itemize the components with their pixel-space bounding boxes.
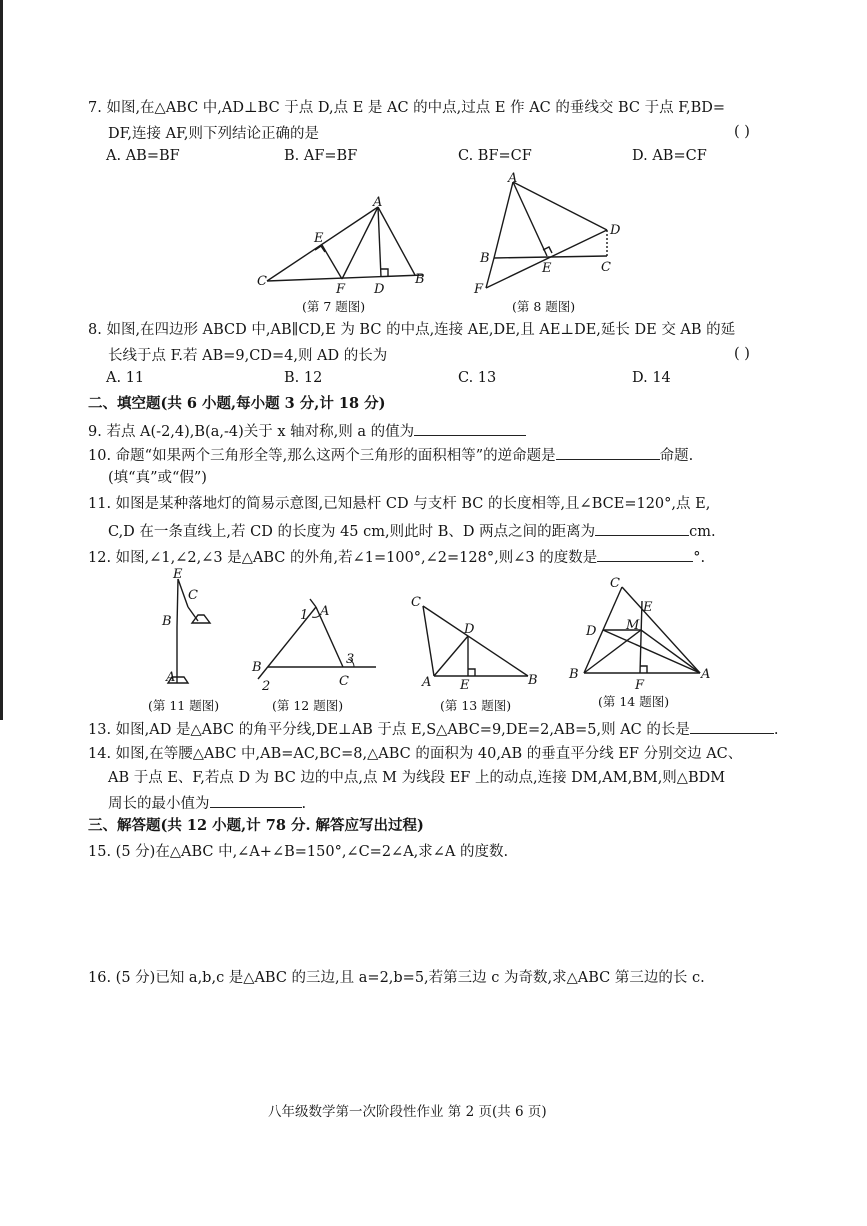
q7-option-d: D. AB=CF (632, 148, 707, 164)
q9-answer-blank[interactable] (414, 420, 526, 436)
figure-12 (248, 595, 383, 695)
fig12-label-2: 2 (262, 679, 271, 694)
figure-13 (408, 592, 548, 692)
q14-line2: AB 于点 E、F,若点 D 为 BC 边的中点,点 M 为线段 EF 上的动点,连接 DM,AM,BM,则△BDM (108, 770, 726, 786)
q11-line1: 11. 如图是某种落地灯的简易示意图,已知悬杆 CD 与支杆 BC 的长度相等,且∠BCE=120°,点 E, (88, 496, 711, 512)
fig7-label-d: D (374, 282, 385, 297)
section-solutions-heading: 三、解答题(共 12 小题,计 78 分. 解答应写出过程) (88, 817, 424, 834)
fig14-label-m: M (626, 618, 640, 633)
fig11-label-c: C (188, 588, 198, 603)
q13-line (88, 718, 779, 740)
q12-answer-blank[interactable] (597, 546, 693, 562)
fig11-caption: (第 11 题图) (148, 698, 220, 713)
q7-option-b: B. AF=BF (284, 148, 358, 164)
figure-14 (566, 575, 716, 695)
fig12-label-b: B (252, 660, 262, 675)
q7-line2: DF,连接 AF,则下列结论正确的是 (108, 126, 320, 142)
fig12-caption: (第 12 题图) (272, 698, 344, 713)
q13-answer-blank[interactable] (690, 718, 774, 734)
q10-answer-blank[interactable] (556, 444, 660, 460)
fig8-label-f: F (474, 282, 484, 297)
fig11-label-a: A (166, 670, 176, 685)
fig14-label-b: B (569, 667, 579, 682)
fig8-label-e: E (542, 261, 552, 276)
q8-line1: 8. 如图,在四边形 ABCD 中,AB∥CD,E 为 BC 的中点,连接 AE,DE,且 AE⊥DE,延长 DE 交 AB 的延 (88, 322, 736, 338)
fig11-label-b: B (162, 614, 172, 629)
q8-option-d: D. 14 (632, 370, 671, 386)
fig7-label-b: B (415, 272, 425, 287)
q10-line1 (88, 444, 693, 466)
section-fill-in-heading: 二、填空题(共 6 小题,每小题 3 分,计 18 分) (88, 395, 386, 412)
fig13-label-d: D (464, 622, 475, 637)
fig14-label-e: E (643, 600, 653, 615)
fig7-label-f: F (336, 282, 346, 297)
q15-text: 15. (5 分)在△ABC 中,∠A+∠B=150°,∠C=2∠A,求∠A 的度数. (88, 844, 509, 860)
fig8-label-d: D (610, 223, 621, 238)
fig14-label-c: C (610, 576, 620, 591)
fig14-caption: (第 14 题图) (598, 694, 670, 709)
q13-text-end: . (773, 722, 779, 738)
q15-answer-area[interactable] (88, 866, 778, 962)
fig12-label-3: 3 (346, 652, 355, 667)
fig14-label-a: A (701, 667, 711, 682)
q13-text: 13. 如图,AD 是△ABC 的角平分线,DE⊥AB 于点 E,S△ABC=9,DE=2,AB=5,则 AC 的长是 (88, 722, 690, 738)
q16-text: 16. (5 分)已知 a,b,c 是△ABC 的三边,且 a=2,b=5,若第三边 c 为奇数,求△ABC 第三边的长 c. (88, 970, 705, 986)
fig11-label-e: E (173, 567, 183, 582)
fig13-label-c: C (411, 595, 421, 610)
fig8-label-b: B (480, 251, 490, 266)
q11-answer-blank[interactable] (595, 520, 689, 536)
fig8-label-a: A (508, 171, 518, 186)
page-edge-shadow (0, 0, 3, 720)
q8-option-b: B. 12 (284, 370, 323, 386)
q7-option-a: A. AB=BF (106, 148, 180, 164)
q8-line2: 长线于点 F.若 AB=9,CD=4,则 AD 的长为 (108, 348, 388, 364)
q7-option-c: C. BF=CF (458, 148, 532, 164)
q8-answer-paren: ( ) (734, 346, 750, 362)
fig12-label-a: A (320, 604, 330, 619)
q16-answer-area[interactable] (88, 992, 778, 1088)
q8-option-c: C. 13 (458, 370, 497, 386)
fig13-caption: (第 13 题图) (440, 698, 512, 713)
q10-line2: (填“真”或“假”) (108, 470, 207, 486)
fig12-label-c: C (339, 674, 349, 689)
fig13-label-b: B (528, 673, 538, 688)
q10-text-end: 命题. (659, 448, 694, 464)
fig7-label-c: C (257, 274, 267, 289)
fig13-label-a: A (422, 675, 432, 690)
q11-line2 (108, 520, 716, 542)
figure-8 (470, 170, 630, 300)
q11-text: C,D 在一条直线上,若 CD 的长度为 45 cm,则此时 B、D 两点之间的距离为 (108, 524, 596, 540)
q10-text: 10. 命题“如果两个三角形全等,那么这两个三角形的面积相等”的逆命题是 (88, 448, 556, 464)
fig14-label-d: D (586, 624, 597, 639)
figure-11 (150, 565, 240, 695)
figure-7 (255, 195, 435, 295)
fig14-label-f: F (635, 678, 645, 693)
page-footer: 八年级数学第一次阶段性作业 第 2 页(共 6 页) (268, 1104, 547, 1120)
fig7-caption: (第 7 题图) (302, 299, 366, 314)
q8-option-a: A. 11 (106, 370, 145, 386)
fig12-label-1: 1 (300, 608, 309, 623)
q9-text: 9. 若点 A(-2,4),B(a,-4)关于 x 轴对称,则 a 的值为 (88, 424, 415, 440)
q7-line1: 7. 如图,在△ABC 中,AD⊥BC 于点 D,点 E 是 AC 的中点,过点 E 作 AC 的垂线交 BC 于点 F,BD= (88, 100, 726, 116)
q14-text-end: . (301, 796, 307, 812)
q14-answer-blank[interactable] (210, 792, 302, 808)
q9-line (88, 420, 526, 442)
q12-text: 12. 如图,∠1,∠2,∠3 是△ABC 的外角,若∠1=100°,∠2=128°,则∠3 的度数是 (88, 550, 598, 566)
q11-text-end: cm. (689, 524, 716, 540)
fig13-label-e: E (460, 678, 470, 693)
fig7-label-e: E (314, 231, 324, 246)
q14-line1: 14. 如图,在等腰△ABC 中,AB=AC,BC=8,△ABC 的面积为 40,AB 的垂直平分线 EF 分别交边 AC、 (88, 746, 743, 762)
q12-text-end: °. (693, 550, 706, 566)
fig7-label-a: A (373, 195, 383, 210)
q7-answer-paren: ( ) (734, 124, 750, 140)
fig8-caption: (第 8 题图) (512, 299, 576, 314)
fig8-label-c: C (601, 260, 611, 275)
q14-line3 (108, 792, 306, 814)
q14-text: 周长的最小值为 (108, 796, 210, 812)
